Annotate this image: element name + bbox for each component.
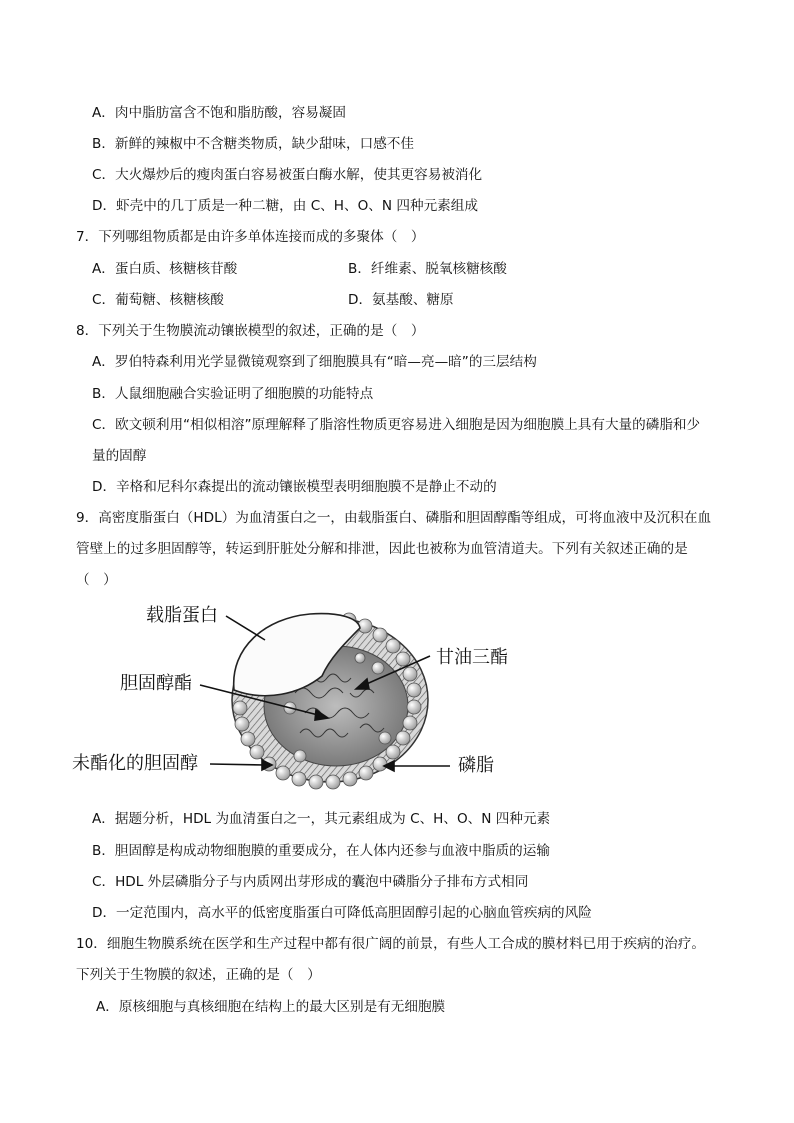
q7-option-c: C．葡萄糖、核糖核酸 — [92, 292, 224, 308]
q7-stem: 7．下列哪组物质都是由许多单体连接而成的多聚体（ ） — [76, 229, 425, 245]
q9-option-d: D．一定范围内，高水平的低密度脂蛋白可降低高胆固醇引起的心脑血管疾病的风险 — [92, 905, 592, 921]
label-triglyceride: 甘油三酯 — [436, 647, 508, 668]
q8-option-a: A．罗伯特森利用光学显微镜观察到了细胞膜具有“暗—亮—暗”的三层结构 — [92, 354, 537, 370]
q10-option-a: A．原核细胞与真核细胞在结构上的最大区别是有无细胞膜 — [96, 999, 446, 1015]
q9-stem-line3: （ ） — [76, 572, 117, 588]
q10-stem-line2: 下列关于生物膜的叙述，正确的是（ ） — [76, 967, 321, 983]
q6-option-d: D．虾壳中的几丁质是一种二糖，由 C、H、O、N 四种元素组成 — [92, 198, 478, 214]
label-cholesteryl-ester: 胆固醇酯 — [120, 673, 192, 694]
q10-stem-line1: 10．细胞生物膜系统在医学和生产过程中都有很广阔的前景，有些人工合成的膜材料已用于疾病的治疗。 — [76, 936, 706, 952]
q6-option-c: C．大火爆炒后的瘦肉蛋白容易被蛋白酶水解，使其更容易被消化 — [92, 167, 483, 183]
q7-option-a: A．蛋白质、核糖核苷酸 — [92, 261, 238, 277]
apolipoprotein-leader — [226, 616, 265, 640]
q9-stem-line1: 9．高密度脂蛋白（HDL）为血清蛋白之一，由载脂蛋白、磷脂和胆固醇酯等组成，可将血液中及沉积在血 — [76, 510, 712, 526]
q8-option-b: B．人鼠细胞融合实验证明了细胞膜的功能特点 — [92, 386, 374, 402]
hdl-structure-figure — [60, 598, 530, 790]
label-apolipoprotein: 载脂蛋白 — [146, 605, 218, 626]
q7-option-b: B．纤维素、脱氧核糖核酸 — [348, 261, 507, 277]
label-phospholipid: 磷脂 — [458, 755, 494, 776]
q8-option-d: D．辛格和尼科尔森提出的流动镶嵌模型表明细胞膜不是静止不动的 — [92, 479, 497, 495]
q9-option-a: A．据题分析，HDL 为血清蛋白之一，其元素组成为 C、H、O、N 四种元素 — [92, 811, 551, 827]
free-cholesterol-leader — [210, 764, 265, 765]
q8-stem: 8．下列关于生物膜流动镶嵌模型的叙述，正确的是（ ） — [76, 323, 425, 339]
q6-option-b: B．新鲜的辣椒中不含糖类物质，缺少甜味，口感不佳 — [92, 136, 414, 152]
label-free-cholesterol: 未酯化的胆固醇 — [72, 753, 198, 774]
q7-option-d: D．氨基酸、糖原 — [348, 292, 454, 308]
q6-option-a: A．肉中脂肪富含不饱和脂肪酸，容易凝固 — [92, 105, 346, 121]
q9-option-b: B．胆固醇是构成动物细胞膜的重要成分，在人体内还参与血液中脂质的运输 — [92, 843, 550, 859]
q9-stem-line2: 管壁上的过多胆固醇等，转运到肝脏处分解和排泄，因此也被称为血管清道夫。下列有关叙述正确的是 — [76, 541, 688, 557]
q8-option-c-line2: 量的固醇 — [92, 448, 147, 464]
q9-option-c: C．HDL 外层磷脂分子与内质网出芽形成的囊泡中磷脂分子排布方式相同 — [92, 874, 529, 890]
q8-option-c-line1: C．欧文顿利用“相似相溶”原理解释了脂溶性物质更容易进入细胞是因为细胞膜上具有大量的磷脂和少 — [92, 417, 701, 433]
